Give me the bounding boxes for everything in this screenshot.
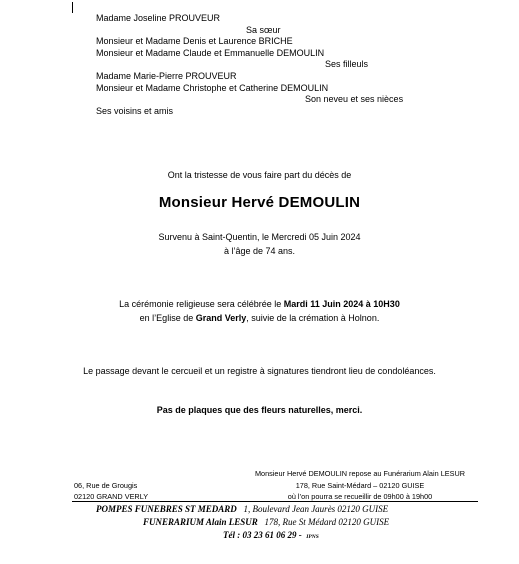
announcement-text: Ont la tristesse de vous faire part du décès de	[167, 170, 352, 180]
family-line: Ses filleuls	[325, 59, 369, 70]
family-line: Sa sœur	[246, 24, 281, 35]
family-line: Son neveu et ses nièces	[305, 94, 404, 105]
text-cursor	[72, 2, 73, 13]
family-line: Monsieur et Madame Denis et Laurence BRICHE	[96, 36, 293, 47]
footer-phone: Tél : 03 23 61 06 29 -	[223, 530, 302, 540]
address-city: 02120 GRAND VERLY	[74, 492, 149, 501]
ceremony-pre-text: La cérémonie religieuse sera célébrée le	[119, 299, 284, 309]
flowers-text: Pas de plaques que des fleurs naturelles, merci.	[156, 405, 363, 415]
address-street: 06, Rue de Grougis	[74, 481, 138, 490]
funeral-home-line1: Monsieur Hervé DEMOULIN repose au Funérarium Alain LESUR	[254, 469, 466, 478]
ceremony-post-text: , suivie de la crémation à Holnon.	[246, 313, 380, 323]
ceremony-line2	[0, 313, 519, 323]
family-line: Ses voisins et amis	[96, 105, 174, 116]
ipns-mark: IPNS	[306, 534, 319, 540]
family-line: Monsieur et Madame Claude et Emmanuelle DEMOULIN	[96, 47, 325, 58]
footer-funerarium-line	[143, 517, 389, 527]
deceased-last-name: DEMOULIN	[278, 194, 361, 211]
ceremony-in-text: en l’Eglise de	[139, 313, 196, 323]
deceased-first-name: Monsieur Hervé	[158, 194, 279, 211]
death-info-line2: à l’âge de 74 ans.	[223, 246, 296, 256]
pompes-name: POMPES FUNEBRES ST MEDARD	[96, 504, 237, 514]
pompes-address: 1, Boulevard Jean Jaurès 02120 GUISE	[243, 504, 389, 514]
ceremony-date: Mardi 11 Juin 2024 à 10H30	[283, 299, 400, 309]
deceased-name	[0, 194, 519, 211]
footer-tel-line	[223, 530, 319, 540]
passage-text: Le passage devant le cercueil et un registre à signatures tiendront lieu de condoléances.	[83, 366, 436, 376]
funerarium-address: 178, Rue St Médard 02120 GUISE	[264, 517, 390, 527]
family-line: Monsieur et Madame Christophe et Catherine DEMOULIN	[96, 82, 329, 93]
funerarium-name: FUNERARIUM Alain LESUR	[143, 517, 258, 527]
ceremony-place: Grand Verly	[195, 313, 247, 323]
funeral-home-line3: où l’on pourra se recueillir de 09h00 à 19h00	[287, 492, 433, 501]
divider-line	[72, 501, 478, 502]
footer-pompes-line	[96, 504, 388, 514]
death-info-line1: Survenu à Saint-Quentin, le Mercredi 05 Juin 2024	[158, 232, 361, 242]
funeral-home-line2: 178, Rue Saint-Médard – 02120 GUISE	[295, 481, 425, 490]
family-line: Madame Marie-Pierre PROUVEUR	[96, 71, 237, 81]
ceremony-line1	[0, 299, 519, 309]
family-line: Madame Joseline PROUVEUR	[96, 13, 221, 23]
